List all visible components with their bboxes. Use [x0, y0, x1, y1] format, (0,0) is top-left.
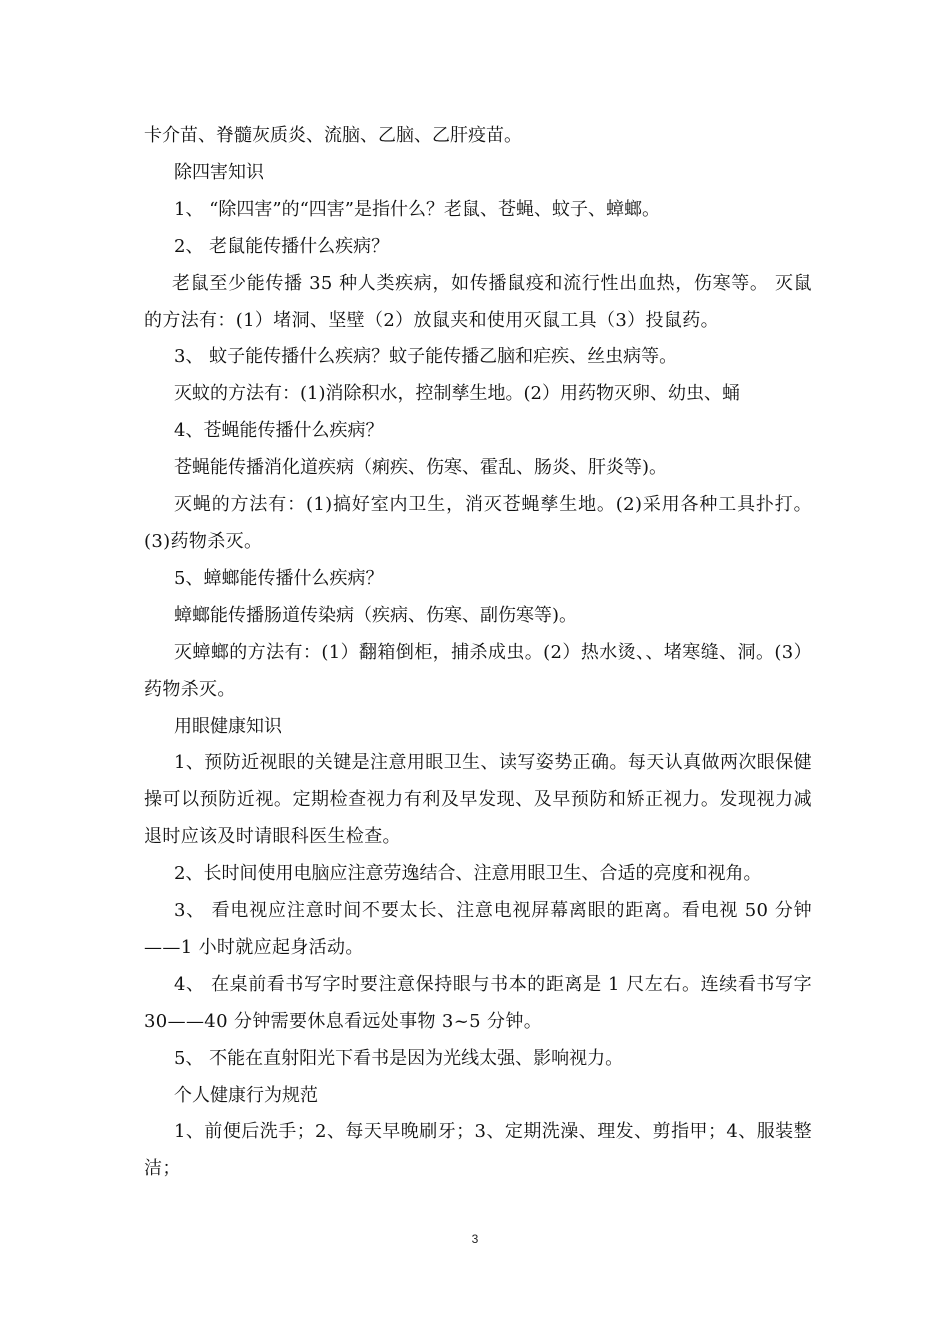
- paragraph-rat-answer: 老鼠至少能传播 35 种人类疾病，如传播鼠疫和流行性出血热，伤寒等。 灭鼠的方法有：(1）堵洞、坚壁（2）放鼠夹和使用灭鼠工具（3）投鼠药。: [144, 272, 812, 331]
- paragraph-rat-question: 2、 老鼠能传播什么疾病？: [174, 235, 390, 257]
- paragraph-four-pests-q1: 1、 “除四害”的“四害”是指什么？老鼠、苍蝇、蚊子、蟑螂。: [174, 198, 660, 220]
- paragraph-cockroach-question: 5、蟑螂能传播什么疾病？: [174, 567, 384, 589]
- paragraph-fly-methods: 灭蝇的方法有：(1)搞好室内卫生，消灭苍蝇孳生地。(2)采用各种工具扑打。(3)药物杀灭。: [144, 494, 812, 552]
- paragraph-personal-health-1: 1、前便后洗手；2、每天早晚刷牙；3、定期洗澡、理发、剪指甲；4、服装整洁；: [144, 1121, 812, 1180]
- paragraph-vaccine-list: 卡介苗、脊髓灰质炎、流脑、乙脑、乙肝疫苗。: [144, 125, 522, 146]
- section-heading-eye-health: 用眼健康知识: [174, 715, 282, 737]
- document-body: [144, 118, 812, 1188]
- paragraph-cockroach-methods: 灭蟑螂的方法有：(1）翻箱倒柜，捕杀成虫。(2）热水烫、、堵寒缝、洞。(3）药物杀灭。: [144, 641, 812, 700]
- paragraph-eye-health-5: 5、 不能在直射阳光下看书是因为光线太强、影响视力。: [174, 1047, 624, 1069]
- paragraph-cockroach-answer: 蟑螂能传播肠道传染病（疾病、伤寒、副伤寒等)。: [174, 604, 578, 626]
- page-number: 3: [471, 1232, 479, 1246]
- paragraph-mosquito-methods: 灭蚊的方法有：(1)消除积水，控制孳生地。(2）用药物灭卵、幼虫、蛹: [174, 383, 740, 405]
- paragraph-mosquito-question: 3、 蚊子能传播什么疾病？蚊子能传播乙脑和疟疾、丝虫病等。: [174, 346, 678, 368]
- paragraph-eye-health-4: 4、 在桌前看书写字时要注意保持眼与书本的距离是 1 尺左右。连续看书写字 30——40 分钟需要休息看远处事物 3~5 分钟。: [144, 973, 812, 1032]
- paragraph-fly-answer: 苍蝇能传播消化道疾病（痢疾、伤寒、霍乱、肠炎、肝炎等)。: [174, 457, 668, 479]
- section-heading-four-pests: 除四害知识: [174, 161, 264, 183]
- section-heading-personal-health: 个人健康行为规范: [174, 1084, 318, 1106]
- paragraph-eye-health-2: 2、长时间使用电脑应注意劳逸结合、注意用眼卫生、合适的亮度和视角。: [174, 863, 762, 885]
- paragraph-fly-question: 4、苍蝇能传播什么疾病？: [174, 420, 384, 442]
- paragraph-eye-health-3: 3、 看电视应注意时间不要太长、注意电视屏幕离眼的距离。看电视 50 分钟——1 小时就应起身活动。: [144, 900, 812, 958]
- paragraph-eye-health-1: 1、预防近视眼的关键是注意用眼卫生、读写姿势正确。每天认真做两次眼保健操可以预防近视。定期检查视力有利及早发现、及早预防和矫正视力。发现视力减退时应该及时请眼科医生检查。: [144, 752, 812, 848]
